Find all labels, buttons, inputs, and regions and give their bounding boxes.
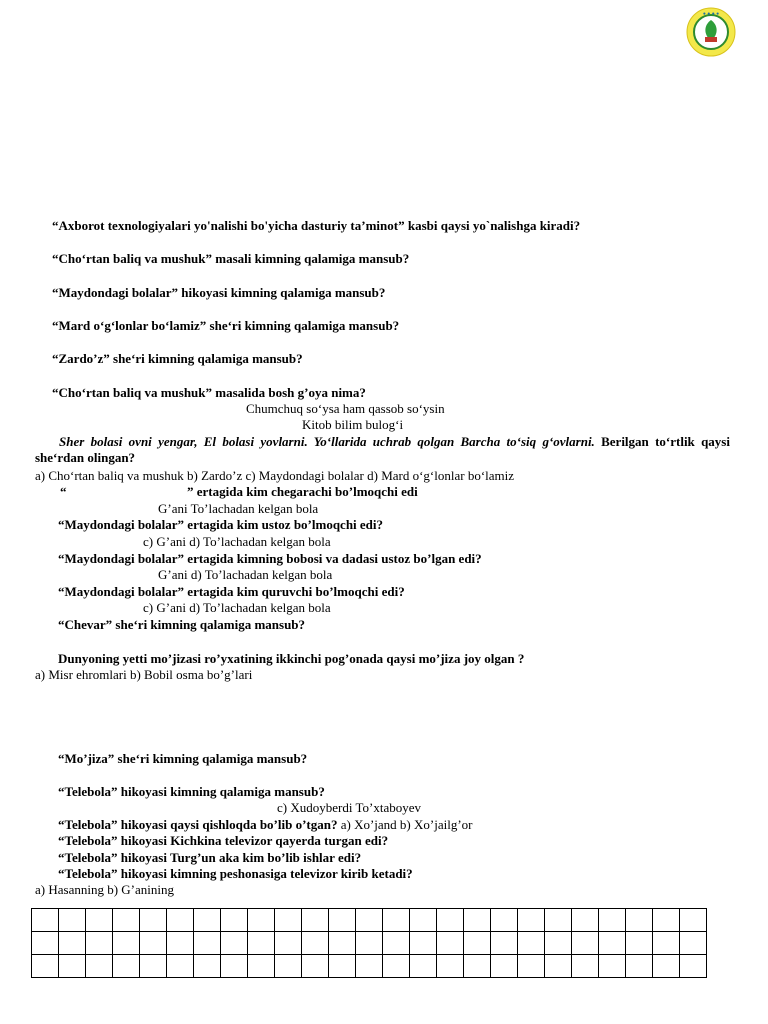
answer-grid-row [32,909,707,932]
answer-cell[interactable] [410,909,437,932]
answer-cell[interactable] [653,932,680,955]
answer-cell[interactable] [194,955,221,978]
answer-cell[interactable] [167,909,194,932]
answer-cell[interactable] [167,932,194,955]
answer-cell[interactable] [545,955,572,978]
answer-cell[interactable] [437,909,464,932]
answer-cell[interactable] [599,932,626,955]
answer-cell[interactable] [410,932,437,955]
question-12: “Chevar” she‘ri kimning qalamiga mansub? [58,617,306,632]
answer-cell[interactable] [329,955,356,978]
answer-cell[interactable] [302,955,329,978]
option-line: Chumchuq so‘ysa ham qassob so‘ysin [246,401,445,416]
answer-cell[interactable] [356,909,383,932]
answer-cell[interactable] [356,955,383,978]
answer-cell[interactable] [275,909,302,932]
answer-cell[interactable] [86,932,113,955]
answer-cell[interactable] [599,955,626,978]
question-17: “Telebola” hikoyasi Kichkina televizor qayerda turgan edi? [58,833,389,848]
option-line: c) G’ani d) To’lachadan kelgan bola [143,534,331,549]
question-4: “Mard o‘g‘lonlar bo‘lamiz” she‘ri kimning qalamiga mansub? [52,318,400,333]
question-7-text: Berilgan to‘rtlik qaysi she‘rdan olingan? [35,434,730,465]
quatrain-text: Sher bolasi ovni yengar, El bolasi yovlarni. Yo‘llarida uchrab qolgan Barcha to‘siq g‘ovlarni. [59,434,595,449]
answer-cell[interactable] [383,932,410,955]
answer-cell[interactable] [356,932,383,955]
answer-cell[interactable] [383,909,410,932]
option-line: a) Cho‘rtan baliq va mushuk b) Zardo’z c) Maydondagi bolalar d) Mard o‘g‘lonlar bo‘lamiz [35,468,515,483]
answer-cell[interactable] [140,932,167,955]
answer-cell[interactable] [32,932,59,955]
answer-cell[interactable] [32,909,59,932]
question-8: ” ertagida kim chegarachi bo’lmoqchi edi [187,484,418,499]
answer-cell[interactable] [599,909,626,932]
answer-cell[interactable] [302,932,329,955]
answer-cell[interactable] [86,955,113,978]
answer-cell[interactable] [329,932,356,955]
answer-cell[interactable] [59,909,86,932]
answer-cell[interactable] [653,955,680,978]
answer-cell[interactable] [491,932,518,955]
answer-cell[interactable] [653,909,680,932]
answer-cell[interactable] [140,909,167,932]
answer-cell[interactable] [572,909,599,932]
answer-cell[interactable] [194,909,221,932]
answer-cell[interactable] [32,955,59,978]
question-7 [35,434,730,466]
option-line: c) G’ani d) To’lachadan kelgan bola [143,600,331,615]
answer-cell[interactable] [59,932,86,955]
answer-cell[interactable] [464,955,491,978]
question-18: “Telebola” hikoyasi Turg’un aka kim bo’lib ishlar edi? [58,850,362,865]
answer-cell[interactable] [410,955,437,978]
question-16-text: “Telebola” hikoyasi qaysi qishloqda bo’lib o’tgan? [58,817,338,832]
question-15: “Telebola” hikoyasi kimning qalamiga mansub? [58,784,325,799]
answer-cell[interactable] [140,955,167,978]
question-3: “Maydondagi bolalar” hikoyasi kimning qalamiga mansub? [52,285,386,300]
question-19: “Telebola” hikoyasi kimning peshonasiga televizor kirib ketadi? [58,866,413,881]
answer-cell[interactable] [572,932,599,955]
answer-cell[interactable] [113,932,140,955]
option-line: a) Hasanning b) G’anining [35,882,174,897]
question-5: “Zardo’z” she‘ri kimning qalamiga mansub? [52,351,303,366]
answer-cell[interactable] [59,955,86,978]
answer-cell[interactable] [491,955,518,978]
question-6: “Cho‘rtan baliq va mushuk” masalida bosh g’oya nima? [52,385,366,400]
answer-cell[interactable] [518,955,545,978]
option-line: c) Xudoyberdi To’xtaboyev [277,800,421,815]
answer-cell[interactable] [113,909,140,932]
answer-cell[interactable] [518,909,545,932]
option-line: a) Xo’jand b) Xo’jailg’or [337,817,473,832]
question-11: “Maydondagi bolalar” ertagida kim quruvchi bo’lmoqchi edi? [58,584,405,599]
option-line: G’ani To’lachadan kelgan bola [158,501,319,516]
answer-cell[interactable] [383,955,410,978]
option-line: Kitob bilim bulog‘i [302,417,404,432]
answer-cell[interactable] [248,955,275,978]
answer-grid [31,908,707,978]
option-line: G’ani d) To’lachadan kelgan bola [158,567,333,582]
answer-cell[interactable] [221,909,248,932]
answer-cell[interactable] [464,909,491,932]
answer-cell[interactable] [626,955,653,978]
answer-cell[interactable] [545,932,572,955]
svg-text:● ● ● ●: ● ● ● ● [702,11,720,17]
answer-cell[interactable] [437,932,464,955]
question-16 [58,817,472,833]
answer-cell[interactable] [491,909,518,932]
answer-cell[interactable] [194,932,221,955]
answer-cell[interactable] [275,932,302,955]
answer-cell[interactable] [248,932,275,955]
question-2: “Cho‘rtan baliq va mushuk” masali kimning qalamiga mansub? [52,251,410,266]
answer-cell[interactable] [626,932,653,955]
answer-cell[interactable] [545,909,572,932]
answer-cell[interactable] [302,909,329,932]
answer-cell[interactable] [275,955,302,978]
question-13: Dunyoning yetti mo’jizasi ro’yxatining ikkinchi pog’onada qaysi mo’jiza joy olgan ? [58,651,525,666]
answer-cell[interactable] [86,909,113,932]
question-10: “Maydondagi bolalar” ertagida kimning bobosi va dadasi ustoz bo’lgan edi? [58,551,482,566]
answer-cell[interactable] [518,932,545,955]
answer-cell[interactable] [329,909,356,932]
question-8-open: “ [60,484,67,499]
answer-cell[interactable] [464,932,491,955]
option-line: a) Misr ehromlari b) Bobil osma bo’g’lari [35,667,253,682]
question-14: “Mo’jiza” she‘ri kimning qalamiga mansub? [58,751,308,766]
answer-grid-row [32,932,707,955]
answer-cell[interactable] [680,955,707,978]
answer-cell[interactable] [572,955,599,978]
answer-cell[interactable] [221,932,248,955]
answer-cell[interactable] [113,955,140,978]
answer-cell[interactable] [167,955,194,978]
question-9: “Maydondagi bolalar” ertagida kim ustoz bo’lmoqchi edi? [58,517,384,532]
answer-cell[interactable] [248,909,275,932]
answer-cell[interactable] [680,932,707,955]
school-logo [686,7,736,57]
answer-grid-row [32,955,707,978]
answer-cell[interactable] [221,955,248,978]
answer-cell[interactable] [680,909,707,932]
answer-cell[interactable] [626,909,653,932]
answer-cell[interactable] [437,955,464,978]
question-1: “Axborot texnologiyalari yo'nalishi bo'yicha dasturiy ta’minot” kasbi qaysi yo`nalishga kiradi? [52,218,581,233]
